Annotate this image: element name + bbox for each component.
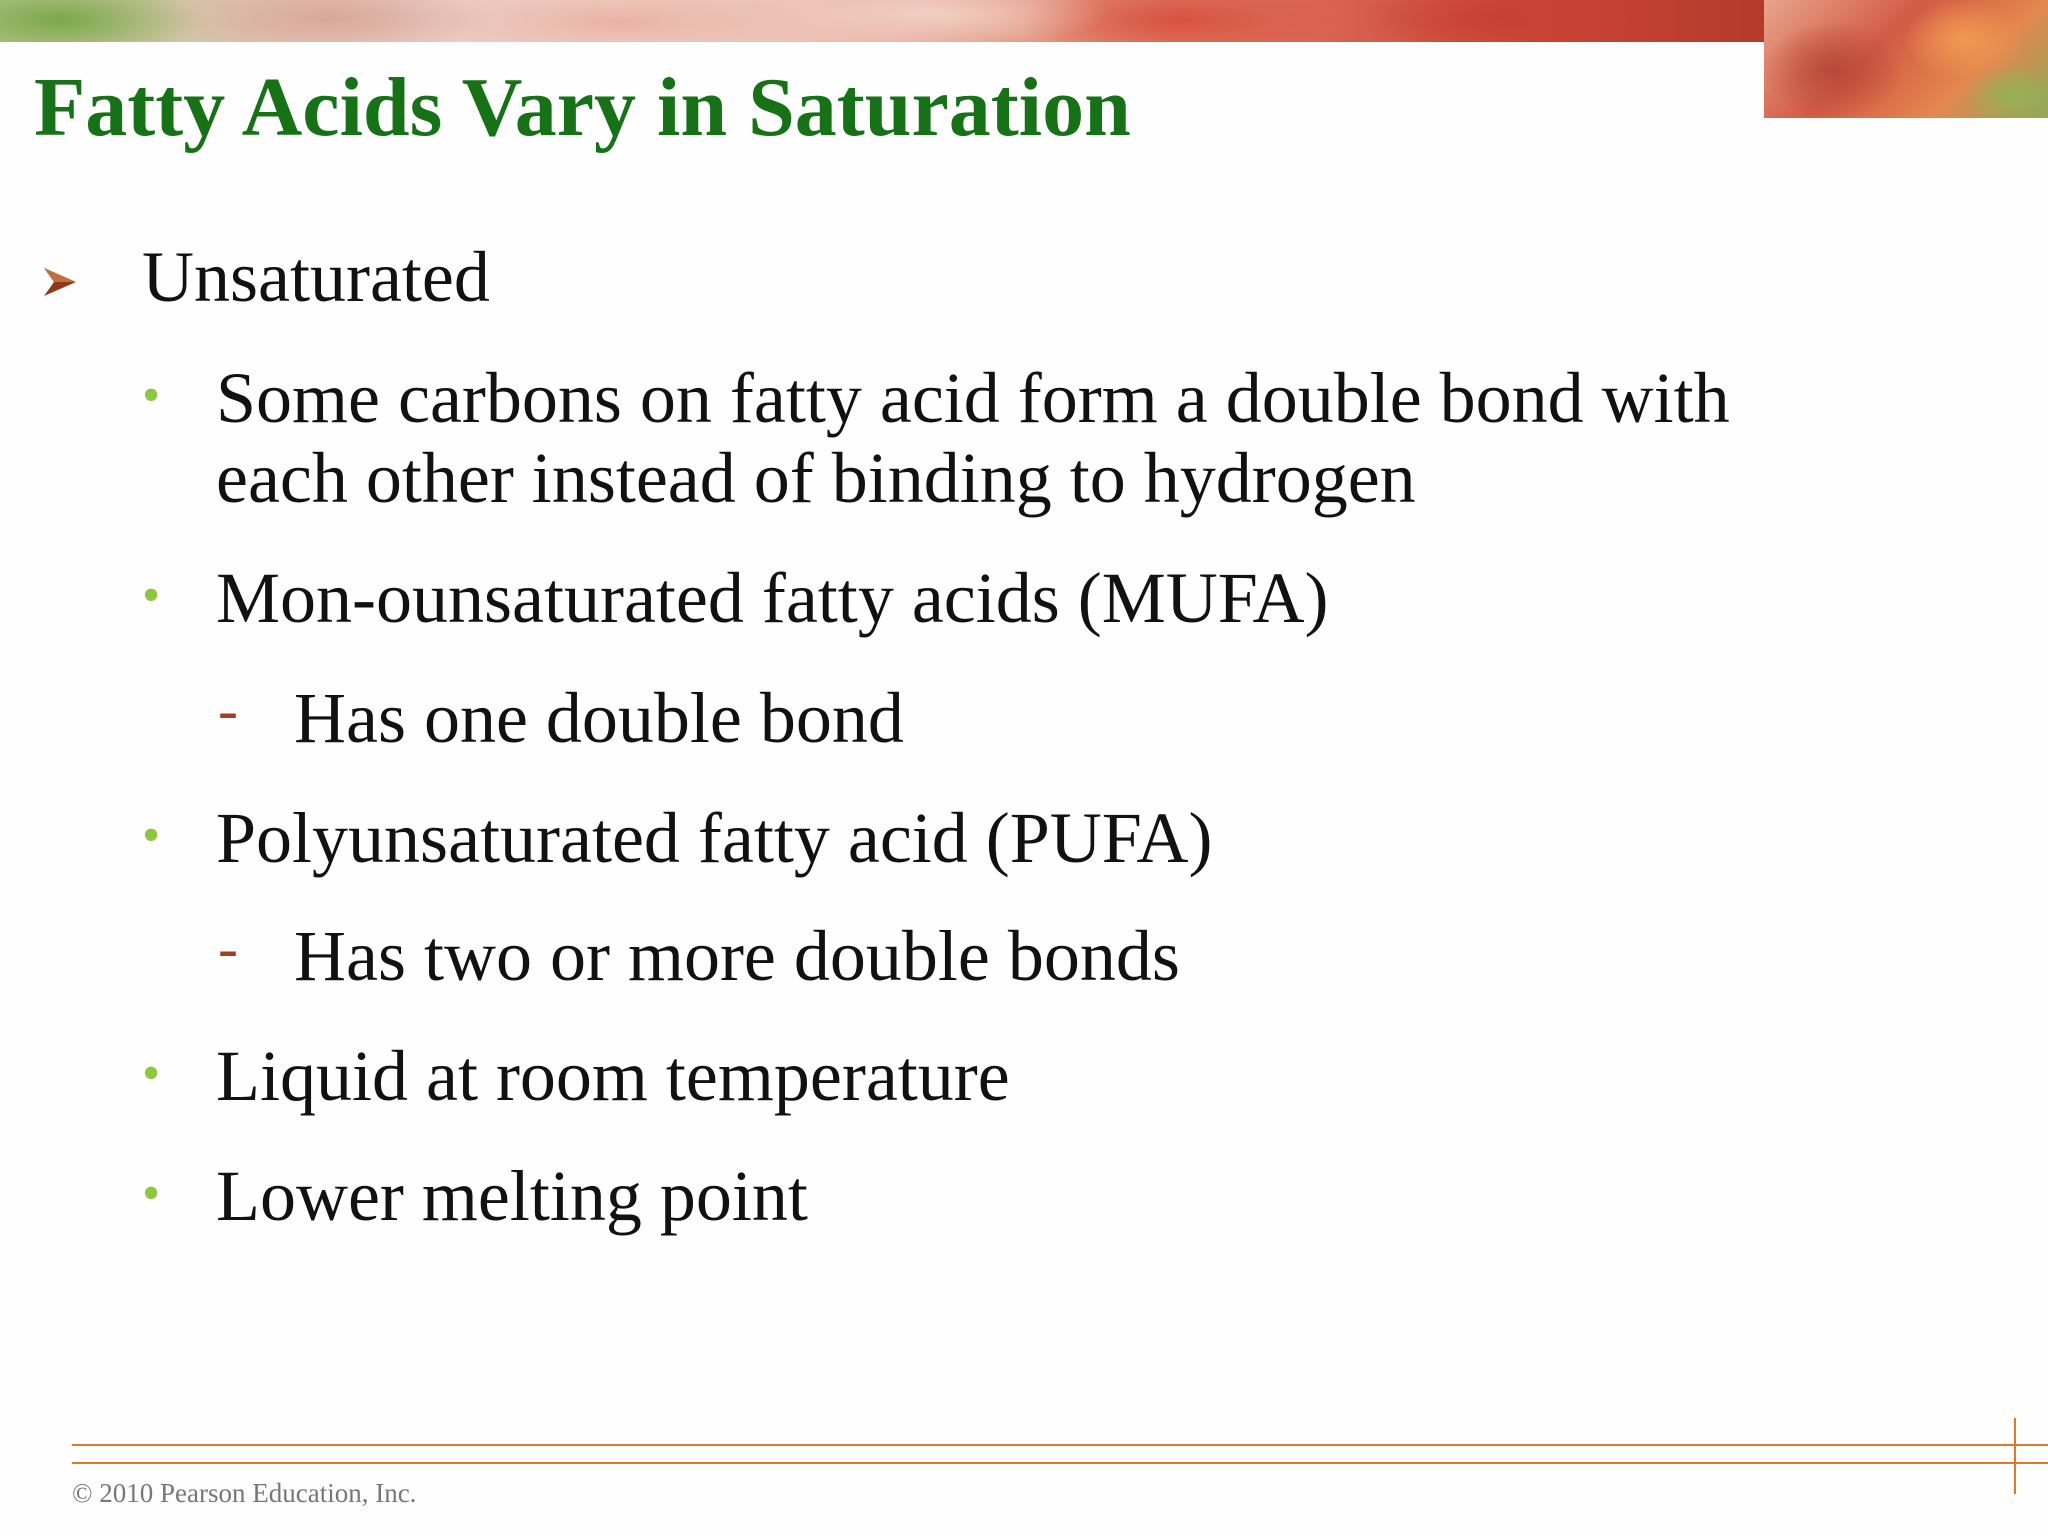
- bullet-text: Lower melting point: [216, 1156, 808, 1236]
- sub-bullet-dash: -: [218, 915, 238, 981]
- food-photo-banner: [0, 0, 1764, 42]
- slide-title: Fatty Acids Vary in Saturation: [34, 61, 1131, 154]
- bullet-dot: •: [142, 807, 161, 864]
- sub-bullet-text: Has two or more double bonds: [294, 916, 1180, 996]
- bullet-dot: •: [142, 367, 161, 424]
- bullet-text: Some carbons on fatty acid form a double bond with: [216, 358, 1730, 438]
- sub-bullet-dash: -: [218, 677, 238, 743]
- bullet-text: Mon-ounsaturated fatty acids (MUFA): [216, 558, 1329, 638]
- footer-rule-vertical: [2014, 1418, 2016, 1494]
- sub-bullet-text: Has one double bond: [294, 678, 904, 758]
- bullet-dot: •: [142, 567, 161, 624]
- arrow-bullet-icon: [40, 262, 80, 302]
- copyright-footer: © 2010 Pearson Education, Inc.: [72, 1478, 417, 1508]
- bullet-dot: •: [142, 1045, 161, 1102]
- bullet-text-continued: each other instead of binding to hydrogen: [216, 438, 1416, 518]
- food-photo-corner: [1764, 0, 2048, 118]
- footer-rule-top: [72, 1444, 2048, 1446]
- footer-rule-bottom: [72, 1462, 2048, 1464]
- bullet-dot: •: [142, 1165, 161, 1222]
- heading-unsaturated: Unsaturated: [142, 237, 490, 317]
- bullet-text: Polyunsaturated fatty acid (PUFA): [216, 798, 1213, 878]
- bullet-text: Liquid at room temperature: [216, 1036, 1010, 1116]
